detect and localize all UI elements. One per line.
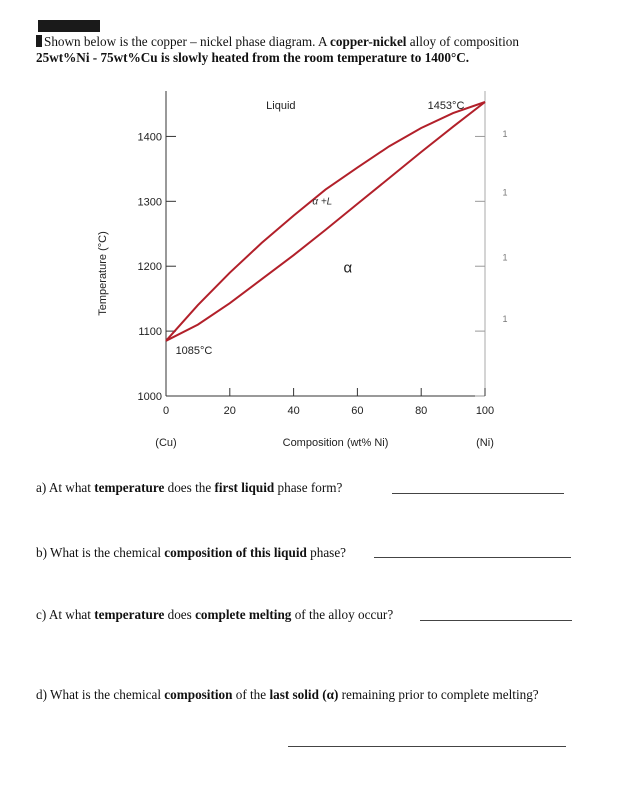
right-margin-mark: 1	[502, 314, 508, 325]
question-d-prefix: d) What is the chemical	[36, 687, 165, 702]
redaction-mark	[38, 20, 100, 32]
problem-statement	[36, 34, 596, 66]
question-d-bold1: composition	[164, 687, 233, 702]
x-tick-label: 60	[351, 405, 364, 417]
x-tick-label: 20	[223, 405, 236, 417]
redaction-mark-small	[36, 35, 42, 47]
question-b-bold1: composition of this liquid	[164, 545, 307, 560]
answer-d-blank[interactable]	[288, 746, 566, 747]
y-tick-label: 1300	[137, 196, 162, 209]
question-a-bold2: first liquid	[214, 480, 275, 495]
melting-point-cu-label: 1085°C	[175, 344, 213, 357]
question-d-mid: of the	[232, 687, 270, 702]
liquidus-line	[166, 102, 485, 341]
question-b	[36, 545, 346, 561]
question-c-bold2: complete melting	[195, 607, 292, 622]
question-d	[36, 687, 539, 703]
x-end-label-cu: (Cu)	[155, 437, 177, 449]
right-margin-mark: 1	[502, 129, 508, 140]
question-a	[36, 480, 342, 496]
x-end-label-ni: (Ni)	[476, 437, 494, 449]
region-label-liquid: Liquid	[266, 100, 296, 112]
intro-text: Shown below is the copper – nickel phase diagram. A	[44, 34, 331, 49]
question-c	[36, 607, 393, 623]
question-d-bold2: last solid (α)	[269, 687, 339, 702]
question-a-end: phase form?	[274, 480, 343, 495]
answer-b-blank[interactable]	[374, 557, 571, 558]
x-tick-label: 100	[475, 405, 495, 417]
intro-text-end: alloy of composition	[406, 34, 519, 49]
x-axis-title: Composition (wt% Ni)	[282, 437, 389, 449]
right-margin-mark: 1	[502, 252, 508, 263]
right-margin-mark: 1	[502, 187, 508, 198]
question-a-prefix: a) At what	[36, 480, 95, 495]
question-c-mid: does	[164, 607, 196, 622]
x-tick-label: 0	[162, 405, 170, 417]
phase-diagram	[0, 70, 617, 520]
question-c-bold1: temperature	[94, 607, 165, 622]
region-label-alpha: α	[343, 259, 353, 277]
intro-bold-alloy: copper-nickel	[330, 34, 407, 49]
y-axis-title: Temperature (°C)	[97, 231, 109, 316]
question-d-end: remaining prior to complete melting?	[338, 687, 539, 702]
answer-a-blank[interactable]	[392, 493, 564, 494]
question-c-prefix: c) At what	[36, 607, 95, 622]
intro-bold-composition: 25wt%Ni - 75wt%Cu is slowly heated from the room temperature to 1400°C.	[36, 50, 470, 65]
answer-c-blank[interactable]	[420, 620, 572, 621]
y-tick-label: 1000	[137, 391, 162, 403]
y-tick-label: 1200	[137, 261, 162, 274]
question-b-end: phase?	[306, 545, 347, 560]
region-label-alpha-liquid: α +L	[312, 196, 333, 208]
question-a-bold1: temperature	[94, 480, 165, 495]
melting-point-ni-label: 1453°C	[427, 100, 465, 112]
question-a-mid: does the	[164, 480, 215, 495]
solidus-line	[166, 102, 485, 341]
question-b-prefix: b) What is the chemical	[36, 545, 165, 560]
y-tick-label: 1400	[137, 131, 162, 144]
question-c-end: of the alloy occur?	[291, 607, 394, 622]
y-tick-label: 1100	[138, 326, 162, 339]
x-tick-label: 40	[287, 405, 300, 417]
x-tick-label: 80	[415, 405, 428, 417]
